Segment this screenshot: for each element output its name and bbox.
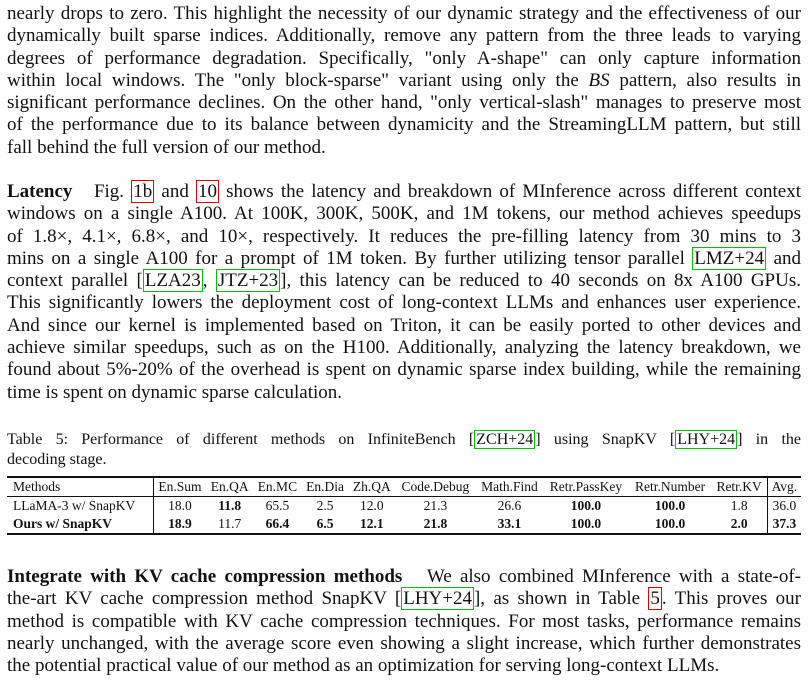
table-cell: 100.0 — [654, 516, 686, 531]
citation-link[interactable]: LHY+24 — [677, 431, 736, 448]
table-cell: 11.7 — [218, 516, 242, 531]
method-cell: LLaMA-3 w/ SnapKV — [7, 497, 153, 516]
text-segment: ], this latency can be reduced to 40 seconds on 8x A100 GPUs. — [280, 270, 801, 292]
table-cell: 21.3 — [423, 498, 448, 513]
table-cell: 1.8 — [712, 497, 768, 516]
table-cell: 18.9 — [168, 516, 192, 531]
column-header: En.Sum — [158, 479, 202, 494]
column-header: Avg. — [771, 479, 798, 494]
text-line: This significantly lowers the deployment cost of long-context LLMs and enhances user experience. — [7, 292, 801, 314]
table-ref-link[interactable]: 5 — [650, 588, 660, 610]
column-header: Code.Debug — [401, 479, 470, 494]
text-segment: ] in the — [737, 431, 801, 448]
citation-link[interactable]: LMZ+24 — [694, 247, 765, 269]
table-cell: 26.6 — [497, 498, 522, 513]
text-segment: the-art KV cache compression method SnapKV [ — [7, 588, 402, 610]
text-line: windows on a single A100. At 100K, 300K, 500K, and 1M tokens, our method achieves speedups — [7, 203, 801, 225]
table-cell: 21.8 — [423, 516, 448, 531]
table-cell: 2.0 — [712, 515, 768, 534]
citation-link[interactable]: LHY+24 — [403, 588, 472, 610]
column-header: En.QA — [210, 479, 249, 494]
text-line — [7, 248, 801, 270]
text-segment: Table 5: Performance of different methods on InfiniteBench [ — [7, 431, 475, 448]
text-line: found about 5%-20% of the overhead is spent on dynamic sparse index building, while the remaining — [7, 359, 801, 381]
table-cell: 12.0 — [360, 498, 384, 513]
text-line: time is spent on dynamic sparse calculation. — [7, 381, 343, 403]
text-line: fall behind the full version of our method. — [7, 136, 326, 158]
table-caption — [7, 430, 801, 470]
latency-heading: Latency — [7, 181, 73, 202]
text-segment: . This proves our — [661, 588, 801, 610]
table-cell: 2.5 — [316, 498, 334, 513]
text-line — [7, 70, 801, 92]
column-header: Math.Find — [481, 479, 538, 494]
table-cell: 18.0 — [168, 498, 192, 513]
text-line: of 1.8×, 4.1×, 6.8×, and 10×, respectively. It reduces the pre-filling latency from 30 mins to 3 — [7, 225, 801, 247]
caption-line: decoding stage. — [7, 451, 107, 468]
table-cell: 100.0 — [570, 516, 602, 531]
figure-ref-link[interactable]: 1b — [133, 181, 153, 202]
column-header: Methods — [7, 477, 153, 497]
text-line: nearly drops to zero. This highlight the necessity of our dynamic strategy and the effectiveness of our — [7, 3, 801, 24]
table-cell: 36.0 — [772, 498, 797, 513]
column-header: Retr.Number — [635, 479, 706, 494]
text-segment: Fig. — [93, 181, 132, 202]
results-table — [7, 476, 801, 535]
table-cell: 11.8 — [218, 498, 242, 513]
text-segment: mins on a single A100 for a prompt of 1M token. By further utilizing tensor parallel — [7, 247, 693, 269]
text-line — [7, 588, 801, 610]
text-line: the potential practical value of our method as an optimization for serving long-context LLMs. — [7, 655, 720, 677]
table-cell: 33.1 — [497, 516, 522, 531]
text-segment: ] using SnapKV [ — [535, 431, 676, 448]
figure-ref-link[interactable]: 10 — [198, 181, 217, 202]
text-segment: and — [154, 181, 196, 202]
table-cell: 100.0 — [654, 498, 686, 513]
kv-cache-heading: Integrate with KV cache compression methods — [7, 566, 403, 587]
text-line: method is compatible with KV cache compression techniques. For most tasks, performance remains — [7, 610, 801, 632]
text-segment: pattern, also results in — [609, 69, 801, 91]
table-header-row — [7, 477, 801, 497]
table-cell: 6.5 — [316, 516, 334, 531]
text-segment: context parallel [ — [7, 270, 143, 292]
column-header: Zh.QA — [352, 479, 391, 494]
method-cell: Ours w/ SnapKV — [7, 515, 153, 534]
text-line: dynamically built sparse indices. Additionally, remove any pattern from the three leads to varying — [7, 25, 801, 47]
column-header: En.Dia — [306, 479, 344, 494]
column-header: Retr.KV — [712, 477, 768, 497]
text-segment: within local windows. The "only block-sparse" variant using only the — [7, 69, 589, 91]
ablation-paragraph — [7, 3, 801, 159]
table-cell: 37.3 — [772, 516, 797, 531]
text-line: nearly unchanged, with the average score even showing a slight increase, which further demonstrates — [7, 632, 801, 654]
column-header: En.MC — [257, 479, 298, 494]
text-line: degrees of performance degradation. Specifically, "only A-shape" can only capture information — [7, 47, 801, 69]
text-segment: We also combined MInference with a state-of- — [426, 566, 801, 587]
text-line: significant performance declines. On the other hand, "only vertical-slash" manages to preserve most — [7, 92, 801, 114]
kv-cache-paragraph — [7, 566, 801, 677]
text-line — [7, 181, 801, 203]
text-segment: and — [766, 247, 802, 269]
text-segment: ], as shown in Table — [473, 588, 649, 610]
text-segment: shows the latency and breakdown of MInference across different context — [219, 181, 802, 202]
text-line — [7, 270, 801, 292]
text-line: And since our kernel is implemented based on Triton, it can be easily ported to other devices and — [7, 314, 801, 336]
citation-link[interactable]: JTZ+23 — [217, 270, 279, 292]
table-cell: 66.4 — [265, 516, 290, 531]
caption-line — [7, 430, 801, 450]
table-cell: 65.5 — [265, 498, 290, 513]
text-line — [7, 566, 801, 588]
latency-paragraph — [7, 181, 801, 404]
table-cell: 12.1 — [360, 516, 384, 531]
citation-link[interactable]: LZA23 — [144, 270, 201, 292]
citation-link[interactable]: ZCH+24 — [476, 431, 534, 448]
table-row — [7, 497, 801, 516]
table-cell: 100.0 — [570, 498, 602, 513]
text-line: of the performance due to its balance between dynamicity and the StreamingLLM pattern, but still — [7, 114, 801, 136]
text-line: achieve similar speedups, such as on the H100. Additionally, analyzing the latency breakdown, we — [7, 337, 801, 359]
text-segment: , — [202, 270, 216, 292]
bs-pattern-term: BS — [588, 69, 610, 91]
table-row — [7, 515, 801, 534]
column-header: Retr.PassKey — [549, 479, 623, 494]
